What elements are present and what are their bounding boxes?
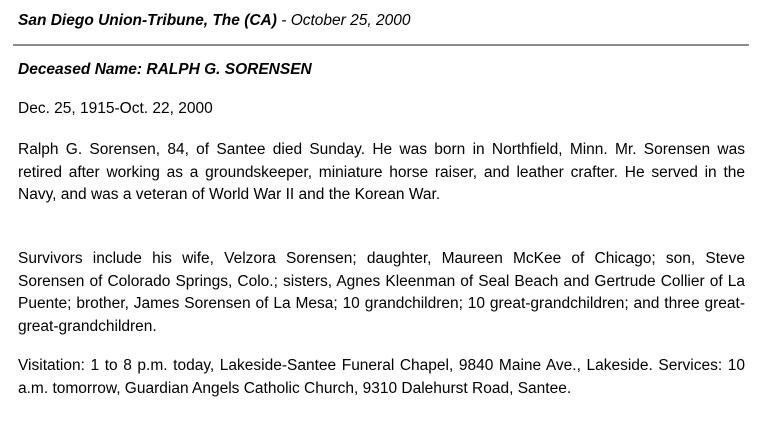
life-dates: Dec. 25, 1915-Oct. 22, 2000 (18, 100, 213, 117)
obituary-paragraph-survivors: Survivors include his wife, Velzora Sorensen; daughter, Maureen McKee of Chicago; son, Steve Sorensen of Colorado Springs, Colo.; sisters, Agnes Kleenman of Seal Beach and Gertrude Collier of La Puente; brother, James Sorensen of La Mesa; 10 grandchildren; 10 great-grandchildren; and three great-great-grandchildren. (18, 250, 745, 335)
obituary-paragraph-services: Visitation: 1 to 8 p.m. today, Lakeside-Santee Funeral Chapel, 9840 Maine Ave., Lakeside. Services: 10 a.m. tomorrow, Guardian Angels Catholic Church, 9310 Dalehurst Road, Santee. (18, 357, 745, 397)
header-divider (13, 44, 749, 46)
publication-date: October 25, 2000 (290, 12, 411, 29)
source-header (18, 11, 410, 31)
publication-name: San Diego Union-Tribune, The (CA) (18, 12, 277, 29)
header-separator: - (276, 12, 291, 29)
deceased-name: Deceased Name: RALPH G. SORENSEN (18, 61, 312, 78)
obituary-paragraph-bio: Ralph G. Sorensen, 84, of Santee died Sunday. He was born in Northfield, Minn. Mr. Sorensen was retired after working as a groundskeeper, miniature horse raiser, and leather crafter. He served in the Navy, and was a veteran of World War II and the Korean War. (18, 141, 745, 203)
